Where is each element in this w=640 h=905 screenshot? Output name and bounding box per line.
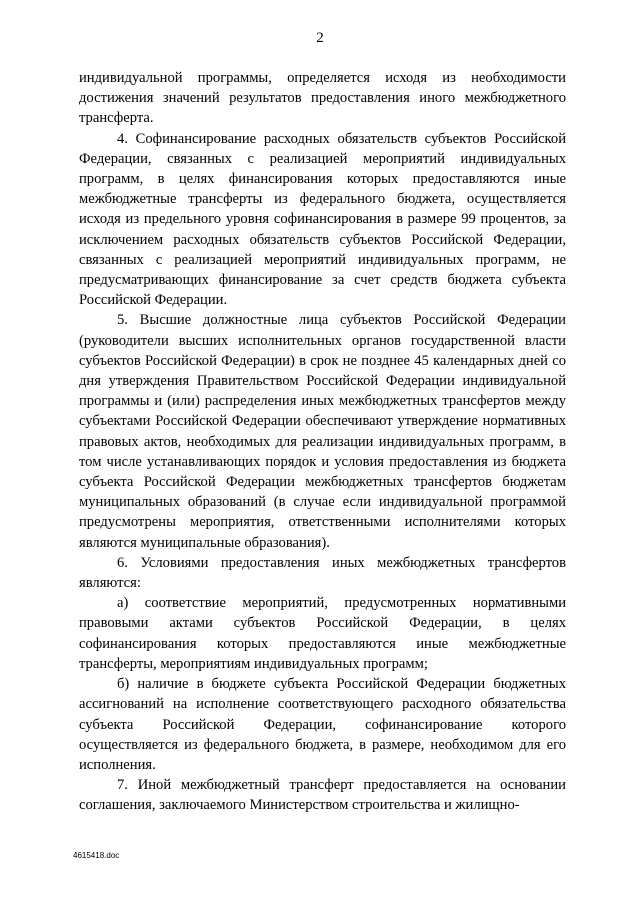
paragraph-6a: а) соответствие мероприятий, предусмотренных нормативными правовыми актами субъектов Российской Федерации, в целях софинансирования которых предоставляются иные межбюджетные трансферты, мероприятиям индивидуальных программ; xyxy=(79,595,566,672)
document-body xyxy=(79,68,566,816)
paragraph-4: 4. Софинансирование расходных обязательств субъектов Российской Федерации, связанных с реализацией мероприятий индивидуальных программ, в целях финансирования которых предоставляются иные межбюджетные трансферты из федерального бюджета, осуществляется исходя из предельного уровня софинансирования в размере 99 процентов, за исключением расходных обязательств субъектов Российской Федерации, связанных с реализацией мероприятий индивидуальных программ, не предусматривающих финансирование за счет средств бюджета субъекта Российской Федерации. xyxy=(79,130,566,309)
paragraph-6b: б) наличие в бюджете субъекта Российской Федерации бюджетных ассигнований на исполнение соответствующего расходного обязательства субъекта Российской Федерации, софинансирование которого осуществляется из федерального бюджета, в размере, необходимом для его исполнения. xyxy=(79,676,566,773)
paragraph-3-continuation: индивидуальной программы, определяется исходя из необходимости достижения значений результатов предоставления иного межбюджетного трансферта. xyxy=(79,70,566,127)
paragraph-6: 6. Условиями предоставления иных межбюджетных трансфертов являются: xyxy=(79,554,566,592)
paragraph-5: 5. Высшие должностные лица субъектов Российской Федерации (руководители высших исполнительных органов государственной власти субъектов Российской Федерации) в срок не позднее 45 календарных дней со дня утверждения Правительством Российской Федерации индивидуальной программы и (или) распределения иных межбюджетных трансфертов между субъектами Российской Федерации обеспечивают утверждение нормативных правовых актов, необходимых для реализации индивидуальных программ, в том числе устанавливающих порядок и условия предоставления из бюджета субъекта Российской Федерации межбюджетных трансфертов бюджетам муниципальных образований (в случае если индивидуальной программой предусмотрены мероприятия, ответственными исполнителями которых являются муниципальные образования). xyxy=(79,312,566,551)
paragraph-7: 7. Иной межбюджетный трансферт предоставляется на основании соглашения, заключаемого Министерством строительства и жилищно- xyxy=(79,777,566,814)
page-number: 2 xyxy=(316,30,324,46)
document-filename: 4615418.doc xyxy=(73,851,120,860)
